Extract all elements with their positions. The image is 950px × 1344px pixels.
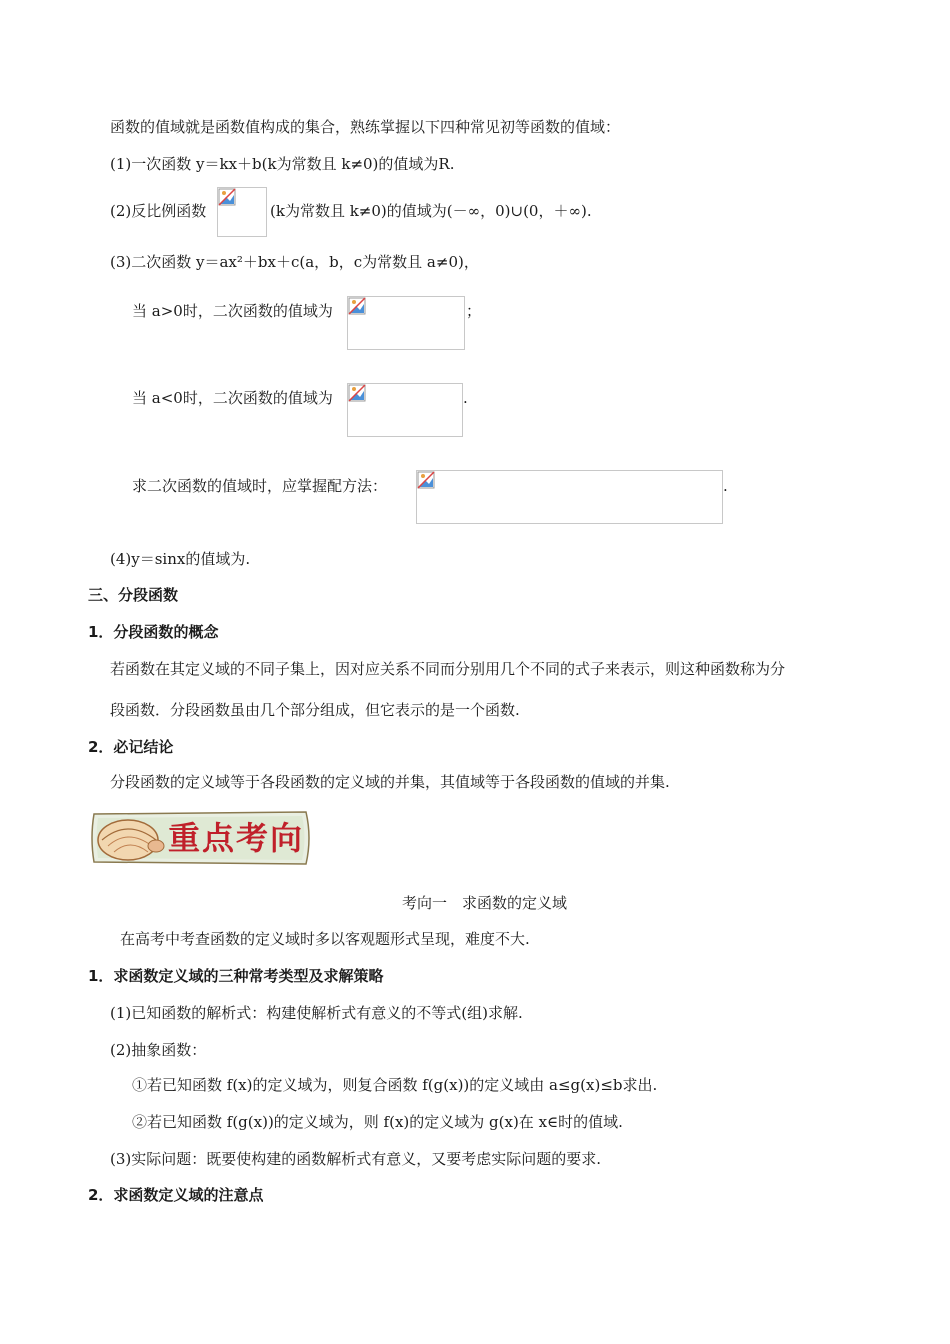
strategy-item: (1)已知函数的解析式：构建使解析式有意义的不等式(组)求解.	[110, 1004, 523, 1022]
paragraph: 若函数在其定义域的不同子集上，因对应关系不同而分别用几个不同的式子来表示，则这种函数称为分	[110, 660, 786, 678]
paragraph: 分段函数的定义域等于各段函数的定义域的并集，其值域等于各段函数的值域的并集.	[110, 773, 670, 791]
item-sine: (4)y＝sinx的值域为.	[110, 550, 251, 568]
subsection-title: 2．必记结论	[88, 738, 174, 756]
banner-title: 重点考向	[168, 819, 305, 857]
quadratic-a-positive-end: ；	[466, 302, 482, 320]
strategy-item: (2)抽象函数：	[110, 1041, 207, 1059]
quadratic-a-positive: 当 a>0时，二次函数的值域为	[132, 302, 333, 320]
item-linear: (1)一次函数 y＝kx＋b(k为常数且 k≠0)的值域为R.	[110, 155, 455, 173]
broken-image-icon	[348, 297, 366, 315]
quadratic-a-negative: 当 a<0时，二次函数的值域为	[132, 389, 333, 407]
subsection-title: 1．求函数定义域的三种常考类型及求解策略	[88, 967, 384, 985]
broken-image-formula	[347, 383, 463, 437]
key-direction-banner	[88, 806, 312, 870]
broken-image-icon	[218, 188, 236, 206]
range-intro: 函数的值域就是函数值构成的集合，熟练掌握以下四种常见初等函数的值域：	[110, 118, 621, 136]
paragraph: 段函数．分段函数虽由几个部分组成，但它表示的是一个函数.	[110, 701, 520, 719]
strategy-subitem: ②若已知函数 f(g(x))的定义域为，则 f(x)的定义域为 g(x)在 x∈时的值域.	[132, 1113, 623, 1131]
subsection-title: 1．分段函数的概念	[88, 623, 219, 641]
quadratic-method: 求二次函数的值域时，应掌握配方法：	[132, 477, 388, 495]
quadratic-a-negative-end: .	[463, 389, 468, 407]
strategy-item: (3)实际问题：既要使构建的函数解析式有意义，又要考虑实际问题的要求.	[110, 1150, 602, 1168]
item-inverse-prefix: (2)反比例函数	[110, 202, 207, 220]
broken-image-formula	[416, 470, 723, 524]
subsection-title: 2．求函数定义域的注意点	[88, 1186, 264, 1204]
quadratic-method-end: .	[723, 477, 728, 495]
direction-intro: 在高考中考查函数的定义域时多以客观题形式呈现，难度不大.	[120, 930, 530, 948]
broken-image-formula	[347, 296, 465, 350]
item-inverse-suffix: (k为常数且 k≠0)的值域为(－∞，0)∪(0，＋∞).	[270, 202, 592, 220]
strategy-subitem: ①若已知函数 f(x)的定义域为，则复合函数 f(g(x))的定义域由 a≤g(x)≤b求出.	[132, 1076, 658, 1094]
broken-image-icon	[348, 384, 366, 402]
broken-image-icon	[417, 471, 435, 489]
item-quadratic: (3)二次函数 y＝ax²＋bx＋c(a，b，c为常数且 a≠0)，	[110, 253, 479, 271]
broken-image-formula	[217, 187, 267, 237]
section-title: 三、分段函数	[88, 586, 179, 604]
direction-title: 考向一 求函数的定义域	[402, 894, 568, 912]
